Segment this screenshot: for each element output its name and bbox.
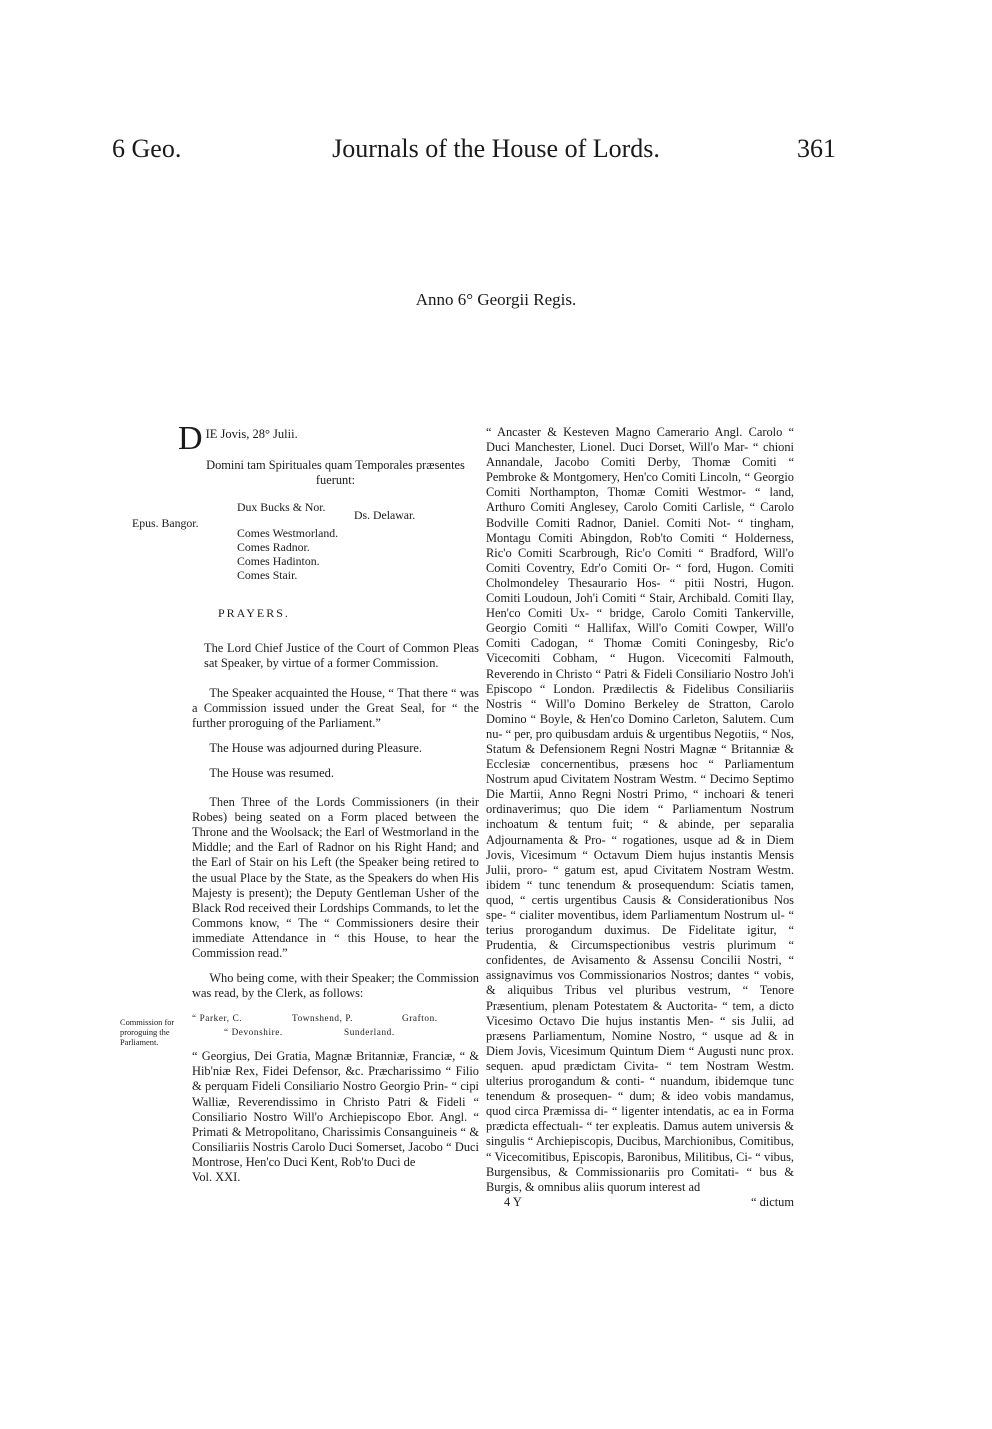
commissioners-paragraph: Then Three of the Lords Commissioners (in their Robes) being seated on a Form placed between the Throne and the Woolsack; the Earl of Westmorland in the Middle; and the Earl of Radnor on his Right Hand; and the Earl of Stair on his Left (the Speaker being retired to the usual Place by the State, as the Speakers do when His Majesty is present); the Deputy Gentleman Usher of the Black Rod received their Lordships Commands, to let the Commons know, “ The “ Commissioners desire their immediate Attendance in “ this House, to hear the Commission read.” bbox=[192, 795, 479, 960]
margin-note: Commission for proroguing the Parliament. bbox=[120, 1018, 175, 1047]
speaker-sat-paragraph: The Lord Chief Justice of the Court of Common Pleas sat Speaker, by virtue of a former Commission. bbox=[204, 641, 479, 671]
roll-earl: Comes Radnor. bbox=[237, 540, 310, 555]
page-footer-row bbox=[486, 1195, 794, 1211]
drop-cap: D bbox=[178, 420, 203, 457]
signature-name: Sunderland. bbox=[344, 1027, 395, 1038]
present-line: Domini tam Spirituales quam Temporales præsentes fuerunt: bbox=[206, 458, 465, 488]
signature-name: Grafton. bbox=[402, 1013, 438, 1024]
attendance-roll bbox=[132, 500, 479, 592]
signature-name: “ Parker, C. bbox=[192, 1013, 243, 1024]
commission-read-paragraph: Who being come, with their Speaker; the Commission was read, by the Clerk, as follows: bbox=[192, 971, 479, 1001]
house-resumed-paragraph: The House was resumed. bbox=[209, 765, 334, 780]
running-head-title: Journals of the House of Lords. bbox=[332, 134, 660, 163]
signature-name: Townshend, P. bbox=[292, 1013, 354, 1024]
volume-number: Vol. XXI. bbox=[192, 1170, 241, 1184]
roll-bishop: Epus. Bangor. bbox=[132, 516, 199, 531]
roll-earl: Comes Hadinton. bbox=[237, 554, 320, 569]
prayers-heading: PRAYERS. bbox=[218, 606, 290, 621]
signature-mark: 4 Y bbox=[504, 1194, 522, 1209]
date-heading bbox=[178, 420, 479, 457]
roll-baron: Ds. Delawar. bbox=[354, 508, 416, 523]
running-head-left: 6 Geo. bbox=[112, 134, 182, 163]
right-column bbox=[486, 425, 794, 1211]
roll-earl: Comes Westmorland. bbox=[237, 526, 339, 541]
signature-name: “ Devonshire. bbox=[224, 1027, 283, 1038]
georgius-paragraph: “ Georgius, Dei Gratia, Magnæ Britanniæ, Franciæ, “ & Hib'niæ Rex, Fidei Defensor, &c. Præcharissimo “ Filio & perquam Fideli Consiliario Nostro Georgio Prin- “ cipi Walliæ, Reverendissimo in Christo Patri & Fideli “ Consiliario Nostro Will'o Archiepiscopo Ebor. Angl. “ Primati & Metropolitano, Charissimis Consanguineis “ & Consiliariis Nostris Carolo Duci Somerset, Jacobo “ Duci Montrose, Hen'co Duci Kent, Rob'to Duci de bbox=[192, 1049, 479, 1169]
anno-heading: Anno 6° Georgii Regis. bbox=[415, 290, 577, 309]
page-number: 361 bbox=[797, 134, 836, 163]
speaker-acquainted-paragraph: The Speaker acquainted the House, “ That there “ was a Commission issued under the Great Seal, for “ the further proroguing of the Parliament.” bbox=[192, 685, 479, 730]
roll-earl: Comes Stair. bbox=[237, 568, 298, 583]
date-line: IE Jovis, 28° Julii. bbox=[205, 427, 298, 441]
roll-duke: Dux Bucks & Nor. bbox=[237, 500, 326, 515]
catchword: “ dictum bbox=[750, 1194, 794, 1209]
commissioner-signatures bbox=[192, 1009, 479, 1043]
commission-text: “ Ancaster & Kesteven Magno Camerario Angl. Carolo “ Duci Manchester, Lionel. Duci Dorset, Will'o Mar- “ chioni Annandale, Jacobo Comiti Derby, Thomæ Comiti “ Pembroke & Montgomery, Hen'co Comiti Lincoln, “ Georgio Comiti Northampton, Thomæ Comiti Westmor- “ land, Arthuro Comiti Anglesey, Carolo Comiti Carlisle, “ Carolo Bodville Comiti Radnor, Daniel. Comiti Not- “ tingham, Montagu Comiti Abingdon, Rob'to Comiti “ Holderness, Ric'o Comiti Scarbrough, Ric'o Comiti “ Bradford, Will'o Comiti Coventry, Edr'o Comiti Or- “ ford, Hugon. Comiti Cholmondeley Thesaurario Hos- “ pitii Nostri, Hugon. Comiti Loudoun, Joh'i Comiti “ Stair, Archibald. Comiti Ilay, Hen'co Comiti Ux- “ bridge, Carolo Comiti Tankerville, Georgio Comiti “ Hallifax, Will'o Comiti Cowper, Will'o Comiti Cadogan, “ Thomæ Comiti Coningesby, Ric'o Vicecomiti Cobham, “ Hugon. Vicecomiti Falmouth, Reverendo in Christo “ Patri & Fideli Consiliario Nostro Joh'i Episcopo “ London. Prædilectis & Fidelibus Consiliariis Nostris “ Will'o Domino Berkeley de Stratton, Carolo Domino “ Boyle, & Hen'co Domino Carleton, Salutem. Cum nu- “ per, pro quibusdam arduis & urgentibus Negotiis, “ Nos, Statum & Defensionem Regni Nostri Magnæ “ Britanniæ & Ecclesiæ concernentibus, præsens hoc “ Parliamentum Nostrum apud Civitatem Nostram Westm. “ Decimo Septimo Die Martii, Anno Regni Nostri Primo, “ inchoari & teneri ordinaverimus; quo Die idem “ Parliamentum Nostrum inchoatum & tentum fuit; “ & abinde, per separalia Adjournamenta & Pro- “ rogationes, usque ad & in Diem Jovis, Vicesimum “ Octavum Diem hujus instantis Mensis Julii, proro- “ gatum est, apud Civitatem Nostram Westm. ibidem “ tunc tenendum & prosequendum: Sciatis tamen, quod, “ certis urgentibus Causis & Considerationibus Nos spe- “ cialiter moventibus, idem Parliamentum Nostrum ul- “ terius prorogandum duximus. De Fidelitate igitur, “ Prudentia, & Circumspectionibus vestris plurimum “ confidentes, de Avisamento & Assensu Concilii Nostri, “ assignavimus vos Commissionarios Nostros; dantes “ vobis, & aliquibus Tribus vel pluribus vestrum, “ Tenore Præsentium, plenam Potestatem & Auctorita- “ tem, a dicto Vicesimo Octavo Die hujus instantis Men- “ sis Julii, ad præsens Parliamentum, Nomine Nostro, “ usque ad & in Diem Jovis, Vicesimum Quintum Diem “ Augusti nunc prox. sequen. apud prædictam Civita- “ tem Nostram Westm. ulterius prorogandum & conti- “ nuandum, ibidemque tunc tenendum & prosequen- “ dum; & ideo vobis mandamus, quod circa Præmissa di- “ ligenter intendatis, ac ea in Forma prædicta effectualı- “ ter expleatis. Damus autem universis & singulis “ Archiepiscopis, Ducibus, Marchionibus, Comitibus, “ Vicecomitibus, Episcopis, Baronibus, Militibus, Ci- “ vibus, Burgensibus, & Commissionariis pro Comitati- “ bus & Burgis, & omnibus aliis quorum interest ad bbox=[486, 425, 794, 1194]
house-adjourned-paragraph: The House was adjourned during Pleasure. bbox=[209, 740, 423, 755]
